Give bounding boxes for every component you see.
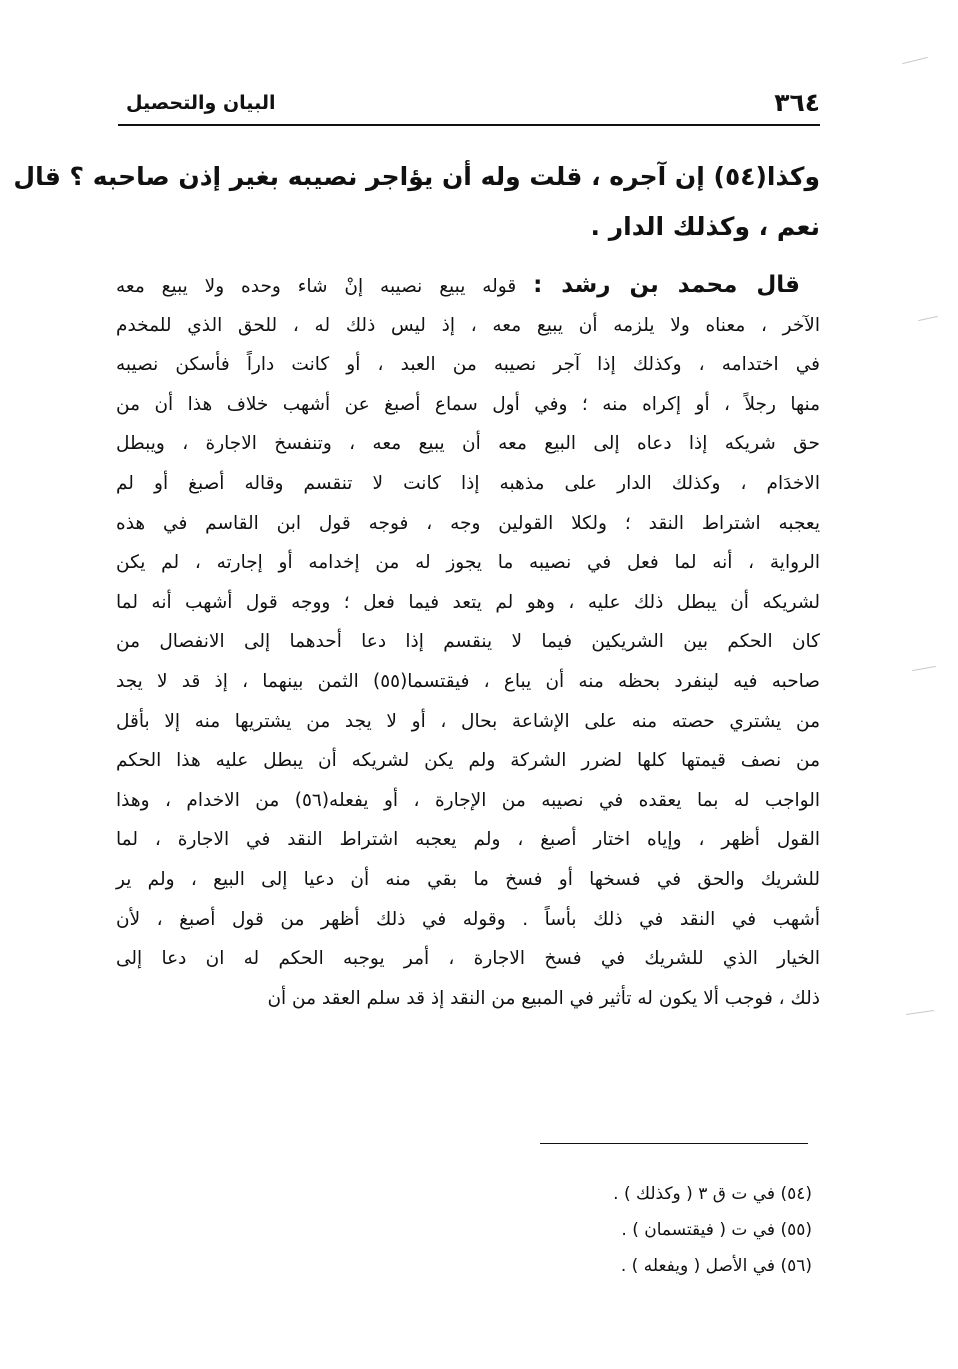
commentary-text: قوله يبيع نصيبه إنْ شاء وحده ولا يبيع معه — [116, 276, 517, 297]
commentary-line: لشريكه أن يبطل ذلك عليه ، وهو لم يتعد فيما فعل ؛ ووجه قول أشهب أنه لما — [116, 591, 820, 613]
commentary-line: كان الحكم بين الشريكين فيما لا ينقسم إذا دعا أحدهما إلى الانفصال من — [116, 631, 820, 653]
commentary-line: الاخدَام ، وكذلك الدار على مذهبه إذا كانت لا تنقسم وقاله أصبغ أو لم — [116, 472, 820, 494]
footnotes — [420, 1176, 812, 1284]
commentary-line: من يشتري حصته منه على الإشاعة بحال ، أو لا يجد من يشتريها منه إلا بأقل — [116, 710, 820, 732]
running-header — [118, 88, 820, 126]
commentary-line: من نصف قيمتها كلها لضرر الشركة ولم يكن لشريكه أن يبطل عليه هذا الحكم — [116, 750, 820, 772]
commentary-line: للشريك والحق في فسخها أو فسخ ما بقي منه أن دعيا إلى البيع ، ولم ير — [116, 868, 820, 890]
commentary-line: حق شريكه إذا دعاه إلى البيع معه أن يبيع معه ، وتنفسخ الاجارة ، ويبطل — [116, 433, 820, 455]
question-line: وكذا(٥٤) إن آجره ، قلت وله أن يؤاجر نصيبه بغير إذن صاحبه ؟ قال — [13, 162, 820, 191]
commentary-line: الآخر ، معناه ولا يلزمه أن يبيع معه ، إذ ليس ذلك له ، للحق الذي للمخدم — [116, 314, 820, 336]
commentary-line: في اختدامه ، وكذلك إذا آجر نصيبه من العبد ، أو كانت داراً فأسكن نصيبه — [116, 354, 820, 376]
commentary-line: منها رجلاً ، أو إكراه منه ؛ وفي أول سماع أصبغ عن أشهب خلاف هذا أن من — [116, 393, 820, 415]
scan-mark — [906, 1010, 934, 1015]
footnote: (٥٦) في الأصل ( ويفعله ) . — [620, 1256, 812, 1276]
speaker-label: قال محمد بن رشد : — [533, 272, 800, 298]
scan-mark — [912, 666, 936, 671]
commentary-line: ذلك ، فوجب ألا يكون له تأثير في المبيع من النقد إذ قد سلم العقد من أن — [267, 987, 820, 1009]
footnote-divider — [540, 1143, 808, 1144]
footnote: (٥٥) في ت ( فيقتسمان ) . — [621, 1220, 812, 1240]
book-title: البيان والتحصيل — [126, 92, 276, 114]
question-block — [13, 152, 820, 252]
page-number: ٣٦٤ — [774, 88, 820, 117]
footnote: (٥٤) في ت ق ٣ ( وكذلك ) . — [613, 1184, 812, 1204]
commentary-line: الخيار الذي للشريك في فسخ الاجارة ، أمر يوجبه الحكم له ان دعا إلى — [116, 948, 820, 970]
commentary-line: الواجب له بما يعقده في نصيبه من الإجارة ، أو يفعله(٥٦) من الاخدام ، وهذا — [116, 789, 820, 811]
commentary-line: الرواية ، أنه لما فعل في نصيبه ما يجوز له من إخدامه أو إجارته ، لم يكن — [116, 552, 820, 574]
scan-mark — [902, 57, 927, 64]
question-line: نعم ، وكذلك الدار . — [590, 212, 820, 241]
commentary-line: يعجبه اشتراط النقد ؛ ولكلا القولين وجه ، فوجه قول ابن القاسم في هذه — [116, 512, 820, 534]
commentary-line: أشهب في النقد في ذلك بأساً . وقوله في ذلك أظهر من قول أصبغ ، لأن — [116, 908, 820, 930]
commentary-line: صاحبه فيه لينفرد بحظه منه أن يباع ، فيقتسما(٥٥) الثمن بينهما ، إذ قد لا يجد — [116, 670, 821, 692]
scan-mark — [918, 316, 938, 321]
commentary-line: القول أظهر ، وإياه اختار أصبغ ، ولم يعجبه اشتراط النقد في الاجارة ، لما — [116, 829, 820, 851]
commentary-block — [116, 266, 820, 1018]
commentary-first-line — [116, 266, 820, 306]
